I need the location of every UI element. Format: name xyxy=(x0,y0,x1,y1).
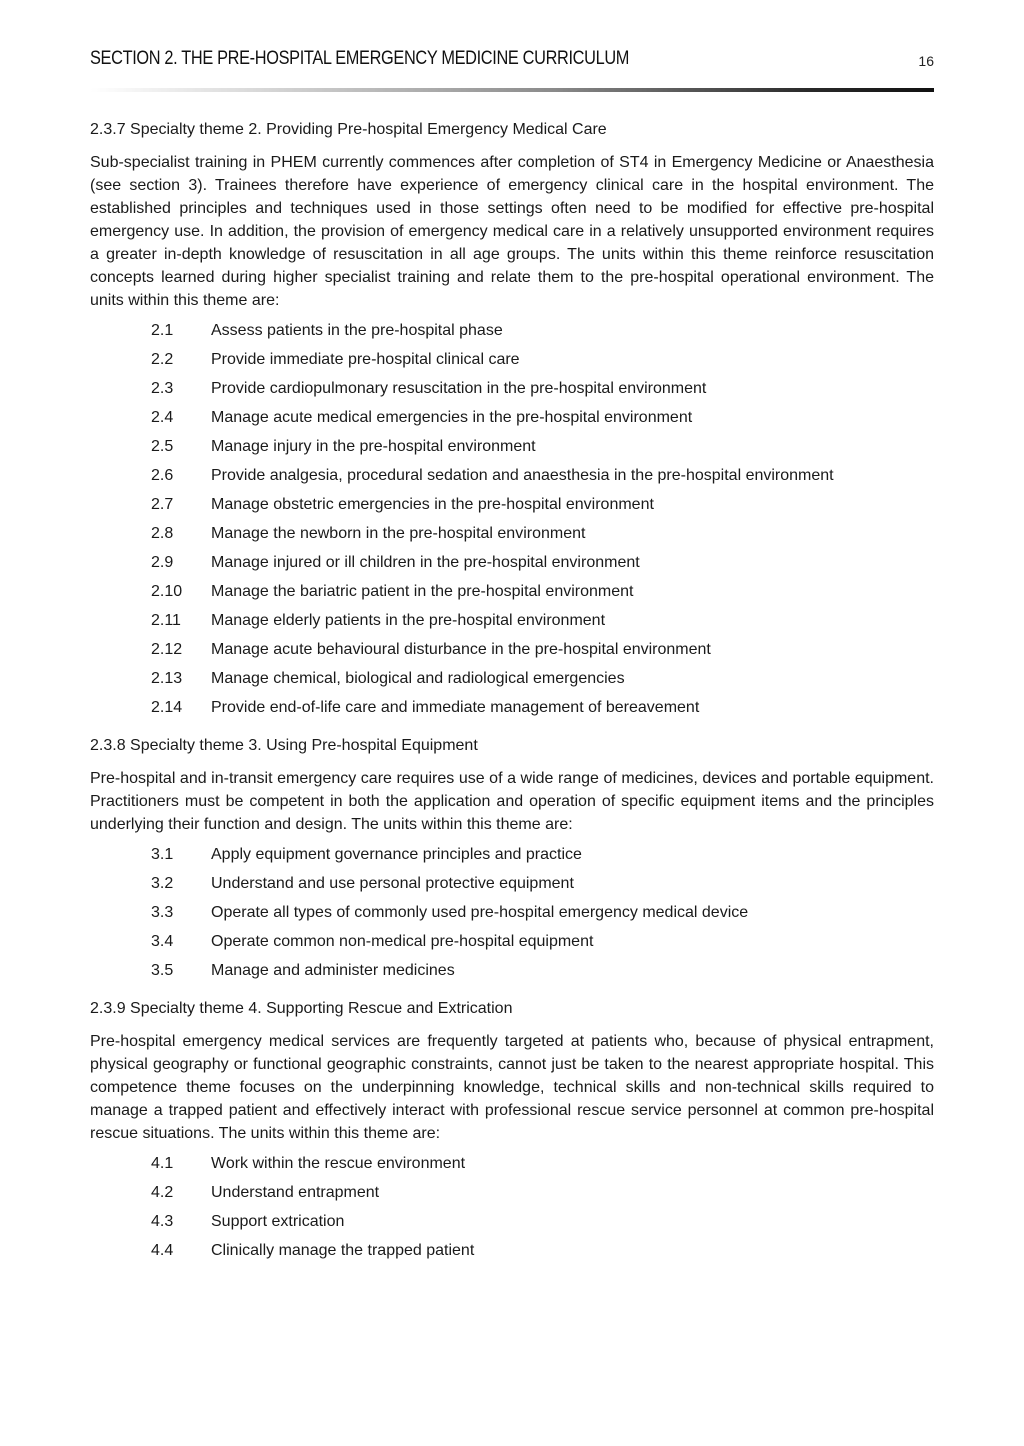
unit-number: 2.13 xyxy=(151,670,183,687)
list-item xyxy=(90,1149,934,1178)
unit-text: Provide immediate pre-hospital clinical care xyxy=(211,351,520,368)
list-item xyxy=(90,1178,934,1207)
unit-number: 3.2 xyxy=(151,875,174,892)
unit-text: Manage injured or ill children in the pre-hospital environment xyxy=(211,554,640,571)
page-header xyxy=(90,46,934,76)
section-theme-4 xyxy=(90,997,934,1265)
unit-text: Manage chemical, biological and radiological emergencies xyxy=(211,670,625,687)
unit-number: 4.1 xyxy=(151,1155,174,1172)
unit-number: 4.2 xyxy=(151,1184,174,1201)
unit-number: 2.2 xyxy=(151,351,174,368)
page-number: 16 xyxy=(918,53,934,69)
list-item xyxy=(90,316,934,345)
unit-number: 4.4 xyxy=(151,1242,174,1259)
list-item xyxy=(90,606,934,635)
unit-number: 3.3 xyxy=(151,904,174,921)
list-item xyxy=(90,840,934,869)
unit-text: Operate all types of commonly used pre-hospital emergency medical device xyxy=(211,904,749,921)
list-item xyxy=(90,635,934,664)
unit-number: 2.1 xyxy=(151,322,174,339)
unit-text: Clinically manage the trapped patient xyxy=(211,1242,475,1259)
list-item xyxy=(90,1236,934,1265)
section-heading: 2.3.7 Specialty theme 2. Providing Pre-hospital Emergency Medical Care xyxy=(90,121,607,138)
unit-number: 2.9 xyxy=(151,554,174,571)
list-item xyxy=(90,374,934,403)
unit-text: Assess patients in the pre-hospital phase xyxy=(211,322,503,339)
unit-number: 2.5 xyxy=(151,438,174,455)
section-heading: 2.3.8 Specialty theme 3. Using Pre-hospital Equipment xyxy=(90,737,478,754)
list-item xyxy=(90,548,934,577)
list-item xyxy=(90,577,934,606)
list-item xyxy=(90,432,934,461)
unit-text: Provide end-of-life care and immediate management of bereavement xyxy=(211,699,700,716)
unit-text: Understand and use personal protective equipment xyxy=(211,875,574,892)
unit-list xyxy=(90,1149,934,1265)
list-item xyxy=(90,1207,934,1236)
unit-number: 2.6 xyxy=(151,467,174,484)
list-item xyxy=(90,869,934,898)
unit-text: Provide analgesia, procedural sedation and anaesthesia in the pre-hospital environment xyxy=(211,467,834,484)
list-item xyxy=(90,898,934,927)
section-paragraph: Sub-specialist training in PHEM currently commences after completion of ST4 in Emergency Medicine or Anaesthesia (see section 3). Trainees therefore have experience of emergency clinical care in the hospital environment. The established principles and techniques used in those settings often need to be modified for effective pre-hospital emergency use. In addition, the provision of emergency medical care in a relatively unsupported environment requires a greater in-depth knowledge of resuscitation in all age groups. The units within this theme reinforce resuscitation concepts learned during higher specialist training and relate them to the pre-hospital operational environment. The units within this theme are: xyxy=(90,154,934,309)
unit-text: Understand entrapment xyxy=(211,1184,380,1201)
unit-text: Manage the bariatric patient in the pre-hospital environment xyxy=(211,583,634,600)
unit-text: Apply equipment governance principles and practice xyxy=(211,846,582,863)
unit-number: 3.5 xyxy=(151,962,174,979)
list-item xyxy=(90,345,934,374)
unit-number: 4.3 xyxy=(151,1213,174,1230)
unit-number: 2.10 xyxy=(151,583,183,600)
list-item xyxy=(90,490,934,519)
unit-number: 2.8 xyxy=(151,525,174,542)
unit-number: 2.11 xyxy=(151,612,181,629)
unit-number: 2.12 xyxy=(151,641,183,658)
section-heading: 2.3.9 Specialty theme 4. Supporting Rescue and Extrication xyxy=(90,1000,513,1017)
section-paragraph: Pre-hospital and in-transit emergency care requires use of a wide range of medicines, devices and portable equipment. Practitioners must be competent in both the application and operation of specific equipment items and the principles underlying their function and design. The units within this theme are: xyxy=(90,770,934,833)
list-item xyxy=(90,927,934,956)
unit-text: Provide cardiopulmonary resuscitation in the pre-hospital environment xyxy=(211,380,707,397)
list-item xyxy=(90,461,934,490)
header-title: SECTION 2. THE PRE-HOSPITAL EMERGENCY MEDICINE CURRICULUM xyxy=(90,48,630,69)
unit-text: Manage injury in the pre-hospital environment xyxy=(211,438,536,455)
unit-text: Support extrication xyxy=(211,1213,345,1230)
unit-text: Operate common non-medical pre-hospital equipment xyxy=(211,933,594,950)
section-theme-3 xyxy=(90,734,934,985)
unit-text: Manage and administer medicines xyxy=(211,962,455,979)
unit-number: 2.14 xyxy=(151,699,183,716)
unit-number: 3.1 xyxy=(151,846,174,863)
unit-text: Manage obstetric emergencies in the pre-hospital environment xyxy=(211,496,654,513)
list-item xyxy=(90,403,934,432)
list-item xyxy=(90,519,934,548)
unit-text: Manage the newborn in the pre-hospital environment xyxy=(211,525,586,542)
unit-number: 2.3 xyxy=(151,380,174,397)
list-item xyxy=(90,664,934,693)
page-content xyxy=(90,118,934,1277)
unit-text: Manage acute medical emergencies in the pre-hospital environment xyxy=(211,409,693,426)
unit-number: 2.4 xyxy=(151,409,174,426)
unit-text: Manage elderly patients in the pre-hospital environment xyxy=(211,612,606,629)
unit-number: 2.7 xyxy=(151,496,174,513)
unit-list xyxy=(90,840,934,985)
list-item xyxy=(90,693,934,722)
list-item xyxy=(90,956,934,985)
unit-text: Work within the rescue environment xyxy=(211,1155,466,1172)
unit-text: Manage acute behavioural disturbance in the pre-hospital environment xyxy=(211,641,711,658)
header-rule xyxy=(90,88,934,92)
unit-number: 3.4 xyxy=(151,933,174,950)
section-paragraph: Pre-hospital emergency medical services are frequently targeted at patients who, because of physical entrapment, physical geography or functional geographic constraints, cannot just be taken to the nearest appropriate hospital. This competence theme focuses on the underpinning knowledge, technical skills and non-technical skills required to manage a trapped patient and effectively interact with professional rescue service personnel at common pre-hospital rescue situations. The units within this theme are: xyxy=(90,1033,934,1142)
unit-list xyxy=(90,316,934,722)
section-theme-2 xyxy=(90,118,934,722)
